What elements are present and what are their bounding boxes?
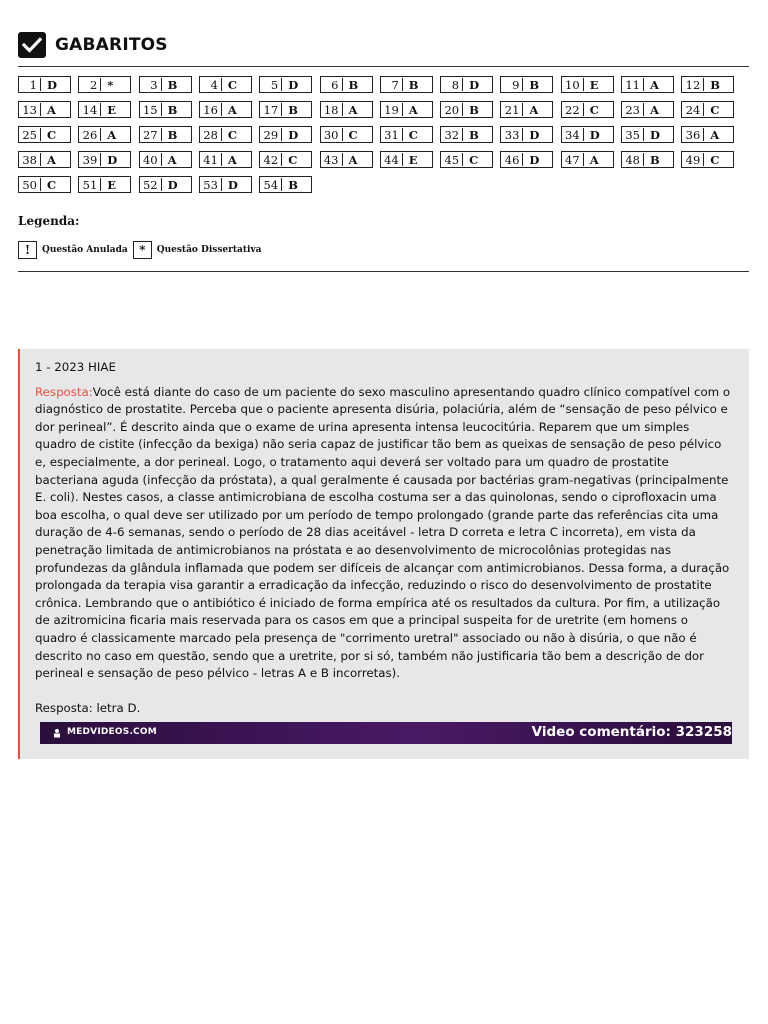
answer-cell bbox=[621, 126, 674, 143]
question-number: 26 bbox=[82, 127, 98, 142]
cell-separator bbox=[100, 178, 101, 191]
cell-separator bbox=[703, 103, 704, 116]
video-comment-button[interactable] bbox=[40, 722, 732, 744]
answer-cell bbox=[139, 176, 192, 193]
cell-separator bbox=[221, 78, 222, 91]
answer-cell bbox=[380, 101, 433, 118]
answer-cell bbox=[380, 76, 433, 93]
cell-separator bbox=[643, 78, 644, 91]
cell-separator bbox=[703, 153, 704, 166]
legend-title: Legenda: bbox=[18, 214, 80, 228]
question-number: 22 bbox=[565, 102, 580, 117]
cell-separator bbox=[583, 128, 584, 141]
question-number: 17 bbox=[263, 102, 279, 117]
answer-letter: B bbox=[348, 77, 359, 92]
cell-separator bbox=[342, 128, 343, 141]
cell-separator bbox=[402, 153, 403, 166]
page-title: GABARITOS bbox=[55, 35, 168, 55]
answer-letter: D bbox=[288, 77, 299, 92]
answer-cell bbox=[561, 101, 614, 118]
question-number: 36 bbox=[685, 127, 701, 142]
answer-letter: A bbox=[650, 102, 659, 117]
answer-cell bbox=[259, 101, 312, 118]
answer-cell bbox=[621, 101, 674, 118]
cell-separator bbox=[221, 178, 222, 191]
cell-separator bbox=[462, 153, 463, 166]
answer-letter: C bbox=[348, 127, 358, 142]
answer-letter: E bbox=[408, 152, 418, 167]
answer-cell bbox=[199, 151, 252, 168]
question-number: 11 bbox=[625, 77, 640, 92]
question-number: 45 bbox=[444, 152, 460, 167]
answer-cell bbox=[199, 126, 252, 143]
final-answer: Resposta: letra D. bbox=[35, 700, 141, 715]
cell-separator bbox=[40, 153, 41, 166]
answer-cell bbox=[681, 101, 734, 118]
cell-separator bbox=[161, 178, 162, 191]
answer-cell bbox=[78, 126, 131, 143]
cell-separator bbox=[281, 78, 282, 91]
cell-separator bbox=[40, 178, 41, 191]
cell-separator bbox=[221, 128, 222, 141]
answer-cell bbox=[139, 101, 192, 118]
question-number: 28 bbox=[203, 127, 218, 142]
question-panel bbox=[18, 349, 749, 759]
answer-letter: B bbox=[469, 102, 479, 117]
question-number: 30 bbox=[323, 127, 339, 142]
question-number: 50 bbox=[22, 177, 37, 192]
cell-separator bbox=[281, 178, 282, 191]
cell-separator bbox=[221, 103, 222, 116]
cell-separator bbox=[342, 153, 343, 166]
cell-separator bbox=[522, 128, 523, 141]
question-number: 15 bbox=[142, 102, 158, 117]
question-number: 25 bbox=[22, 127, 37, 142]
question-number: 2 bbox=[89, 77, 98, 92]
answer-letter: B bbox=[408, 77, 419, 92]
answer-letter: D bbox=[469, 77, 480, 92]
question-number: 43 bbox=[323, 152, 339, 167]
question-number: 3 bbox=[150, 77, 158, 92]
answer-cell bbox=[139, 76, 192, 93]
answer-letter: A bbox=[47, 152, 56, 167]
answer-letter: B bbox=[469, 127, 479, 142]
cell-separator bbox=[281, 128, 282, 141]
answer-letter: B bbox=[529, 77, 540, 92]
answer-cell bbox=[18, 176, 71, 193]
cell-separator bbox=[281, 103, 282, 116]
cell-separator bbox=[522, 78, 523, 91]
answer-letter: D bbox=[529, 127, 540, 142]
cell-separator bbox=[643, 103, 644, 116]
answer-letter: C bbox=[469, 152, 479, 167]
answer-cell bbox=[500, 101, 553, 118]
header-divider bbox=[18, 66, 749, 67]
cell-separator bbox=[161, 103, 162, 116]
essay-label: Questão Dissertativa bbox=[156, 245, 262, 255]
answer-cell bbox=[440, 151, 493, 168]
cell-separator bbox=[462, 103, 463, 116]
answer-cell bbox=[440, 126, 493, 143]
cell-separator bbox=[161, 128, 162, 141]
cell-separator bbox=[643, 128, 644, 141]
answer-letter: * bbox=[107, 77, 114, 92]
question-number: 7 bbox=[391, 77, 399, 92]
answer-letter: B bbox=[167, 127, 178, 142]
question-number: 10 bbox=[565, 77, 580, 92]
answer-letter: B bbox=[710, 77, 721, 92]
cell-separator bbox=[462, 78, 463, 91]
question-number: 31 bbox=[384, 127, 399, 142]
question-number: 21 bbox=[504, 102, 520, 117]
answer-cell bbox=[18, 101, 71, 118]
cell-separator bbox=[522, 103, 523, 116]
answer-cell bbox=[380, 151, 433, 168]
annulled-label: Questão Anulada bbox=[42, 245, 128, 255]
answer-cell bbox=[259, 176, 312, 193]
cell-separator bbox=[342, 78, 343, 91]
answer-letter: A bbox=[348, 102, 358, 117]
answer-letter: D bbox=[107, 152, 118, 167]
video-comment-label: Video comentário: 323258 bbox=[531, 724, 732, 741]
question-number: 8 bbox=[451, 77, 460, 92]
response-label: Resposta: bbox=[35, 384, 93, 399]
question-number: 41 bbox=[203, 152, 218, 167]
answer-letter: A bbox=[227, 102, 237, 117]
answer-cell bbox=[18, 76, 71, 93]
question-number: 24 bbox=[685, 102, 701, 117]
answer-letter: C bbox=[47, 177, 57, 192]
answer-cell bbox=[199, 101, 252, 118]
answer-cell bbox=[259, 126, 312, 143]
answer-letter: A bbox=[710, 127, 720, 142]
answer-cell bbox=[500, 76, 553, 93]
answer-letter: E bbox=[107, 102, 117, 117]
answer-letter: C bbox=[227, 127, 238, 142]
cell-separator bbox=[703, 78, 704, 91]
answer-letter: A bbox=[227, 152, 237, 167]
answer-cell bbox=[18, 126, 71, 143]
answer-letter: E bbox=[589, 77, 599, 92]
answer-letter: E bbox=[107, 177, 117, 192]
page-header bbox=[18, 31, 168, 59]
question-number: 16 bbox=[203, 102, 218, 117]
checkmark-icon bbox=[18, 32, 46, 58]
answer-letter: B bbox=[288, 177, 298, 192]
cell-separator bbox=[402, 128, 403, 141]
cell-separator bbox=[643, 153, 644, 166]
cell-separator bbox=[402, 103, 403, 116]
question-number: 33 bbox=[504, 127, 520, 142]
answer-cell bbox=[561, 151, 614, 168]
answer-letter: D bbox=[589, 127, 600, 142]
answer-letter: C bbox=[589, 102, 599, 117]
answer-cell bbox=[561, 76, 614, 93]
question-number: 4 bbox=[210, 77, 218, 92]
answer-cell bbox=[199, 76, 252, 93]
answer-cell bbox=[259, 151, 312, 168]
answer-cell bbox=[320, 101, 373, 118]
answer-cell bbox=[500, 151, 553, 168]
answer-cell bbox=[681, 151, 734, 168]
question-explanation bbox=[35, 384, 733, 683]
question-number: 46 bbox=[504, 152, 520, 167]
response-body: Você está diante do caso de um paciente do sexo masculino apresentando quadro clínico compatível com o diagnóstico de prostatite. Perceba que o paciente apresenta disúria, polaciúria, além de “sensação de peso pélvico e dor perineal”. É descrito ainda que o exame de urina apresenta intensa leucocitúria. Reparem que um simples quadro de cistite (infecção da bexiga) não seria capaz de justificar tão bem as queixas de sensação de peso pélvico e, especialmente, a dor perineal. Logo, o tratamento aqui deverá ser voltado para um quadro de prostatite bacteriana aguda (infecção da próstata), a qual geralmente é causada por bactérias gram-negativas (principalmente E. coli). Nestes casos, a classe antimicrobiana de escolha costuma ser a das quinolonas, sendo o ciprofloxacin uma boa escolha, o qual deve ser utilizado por um período de tempo prolongado (grande parte das referências cita uma duração de 4-6 semanas, sendo o período de 28 dias aceitável - letra D correta e letra C incorreta), em vista da penetração limitada de antimicrobianos na próstata e ao desenvolvimento de microcolônias protegidas nas profundezas da glândula inflamada que podem ser difíceis de alcançar com antimicrobianos. Dessa forma, a duração prolongada da terapia visa garantir a erradicação da infecção, reduzindo o risco do desenvolvimento de prostatite crônica. Lembrando que o antibiótico é iniciado de forma empírica até os resultados da cultura. Por fim, a utilização de azitromicina ficaria mais reservada para os casos em que a principal suspeita for de uretrite (em homens o quadro é classicamente marcado pela presença de "corrimento uretral" associado ou não à disúria, o que não é descrito no caso em questão, sendo que a uretrite, por si só, também não justificaria tão bem a descrição de dor perineal e sensação de peso pélvico - letras A e B incorretas). bbox=[35, 384, 731, 681]
cell-separator bbox=[462, 128, 463, 141]
question-number: 35 bbox=[625, 127, 640, 142]
question-number: 20 bbox=[444, 102, 460, 117]
answer-letter: C bbox=[47, 127, 57, 142]
answer-letter: B bbox=[650, 152, 660, 167]
answer-letter: B bbox=[288, 102, 298, 117]
answer-cell bbox=[621, 151, 674, 168]
question-number: 51 bbox=[82, 177, 98, 192]
question-number: 23 bbox=[625, 102, 640, 117]
answer-letter: B bbox=[167, 77, 178, 92]
answer-letter: A bbox=[107, 127, 117, 142]
answer-letter: D bbox=[288, 127, 299, 142]
answer-cell bbox=[78, 151, 131, 168]
question-number: 38 bbox=[22, 152, 37, 167]
legend-divider bbox=[18, 271, 749, 272]
answer-cell bbox=[561, 126, 614, 143]
answer-cell bbox=[621, 76, 674, 93]
cell-separator bbox=[40, 78, 41, 91]
question-number: 1 bbox=[29, 77, 37, 92]
question-number: 42 bbox=[263, 152, 279, 167]
cell-separator bbox=[100, 78, 101, 91]
question-number: 54 bbox=[263, 177, 279, 192]
answer-letter: C bbox=[227, 77, 238, 92]
answer-cell bbox=[681, 76, 734, 93]
question-number: 19 bbox=[384, 102, 399, 117]
cell-separator bbox=[342, 103, 343, 116]
answer-cell bbox=[78, 76, 131, 93]
answer-letter: B bbox=[167, 102, 178, 117]
cell-separator bbox=[100, 103, 101, 116]
answer-cell bbox=[320, 76, 373, 93]
answer-cell bbox=[320, 126, 373, 143]
answer-letter: A bbox=[47, 102, 56, 117]
answer-cell bbox=[199, 176, 252, 193]
cell-separator bbox=[40, 128, 41, 141]
answer-cell bbox=[78, 101, 131, 118]
answer-cell bbox=[139, 151, 192, 168]
cell-separator bbox=[703, 128, 704, 141]
answer-cell bbox=[259, 76, 312, 93]
question-number: 14 bbox=[82, 102, 98, 117]
question-number: 6 bbox=[331, 77, 339, 92]
answer-cell bbox=[681, 126, 734, 143]
cell-separator bbox=[583, 103, 584, 116]
answer-letter: A bbox=[650, 77, 659, 92]
answer-letter: A bbox=[529, 102, 539, 117]
cell-separator bbox=[583, 78, 584, 91]
answer-letter: D bbox=[47, 77, 57, 92]
answer-letter: C bbox=[710, 102, 720, 117]
essay-symbol: * bbox=[133, 241, 152, 259]
question-number: 27 bbox=[142, 127, 158, 142]
cell-separator bbox=[100, 128, 101, 141]
cell-separator bbox=[100, 153, 101, 166]
cell-separator bbox=[522, 153, 523, 166]
answer-letter: A bbox=[408, 102, 418, 117]
question-number: 40 bbox=[142, 152, 158, 167]
answer-cell bbox=[500, 126, 553, 143]
answer-cell bbox=[440, 76, 493, 93]
medvideos-logo-icon bbox=[52, 728, 62, 738]
annulled-symbol: ! bbox=[18, 241, 37, 259]
question-number: 52 bbox=[142, 177, 158, 192]
question-number: 29 bbox=[263, 127, 279, 142]
answer-letter: D bbox=[529, 152, 540, 167]
cell-separator bbox=[40, 103, 41, 116]
cell-separator bbox=[583, 153, 584, 166]
answer-cell bbox=[139, 126, 192, 143]
answer-letter: A bbox=[589, 152, 599, 167]
question-number: 18 bbox=[323, 102, 339, 117]
cell-separator bbox=[281, 153, 282, 166]
question-number: 12 bbox=[685, 77, 701, 92]
answer-letter: D bbox=[227, 177, 238, 192]
cell-separator bbox=[402, 78, 403, 91]
legend bbox=[18, 241, 267, 259]
medvideos-brand bbox=[52, 724, 157, 742]
answer-letter: A bbox=[348, 152, 358, 167]
answer-cell bbox=[78, 176, 131, 193]
answer-letter: D bbox=[650, 127, 660, 142]
question-number: 13 bbox=[22, 102, 37, 117]
question-number: 39 bbox=[82, 152, 98, 167]
answer-cell bbox=[18, 151, 71, 168]
question-number: 9 bbox=[512, 77, 520, 92]
answer-letter: D bbox=[167, 177, 178, 192]
question-number: 53 bbox=[203, 177, 218, 192]
answer-cell bbox=[380, 126, 433, 143]
question-number: 48 bbox=[625, 152, 640, 167]
answer-letter: C bbox=[288, 152, 298, 167]
answer-cell bbox=[440, 101, 493, 118]
question-number: 34 bbox=[565, 127, 580, 142]
cell-separator bbox=[161, 153, 162, 166]
question-number: 5 bbox=[270, 77, 279, 92]
question-number: 32 bbox=[444, 127, 460, 142]
answer-letter: A bbox=[167, 152, 177, 167]
medvideos-brand-text: MEDVIDEOS.COM bbox=[67, 727, 157, 738]
question-number: 49 bbox=[685, 152, 701, 167]
answer-cell bbox=[320, 151, 373, 168]
answer-letter: C bbox=[710, 152, 720, 167]
cell-separator bbox=[161, 78, 162, 91]
question-number: 47 bbox=[565, 152, 580, 167]
cell-separator bbox=[221, 153, 222, 166]
question-number: 44 bbox=[384, 152, 399, 167]
answer-letter: C bbox=[408, 127, 418, 142]
question-title: 1 - 2023 HIAE bbox=[35, 360, 116, 374]
